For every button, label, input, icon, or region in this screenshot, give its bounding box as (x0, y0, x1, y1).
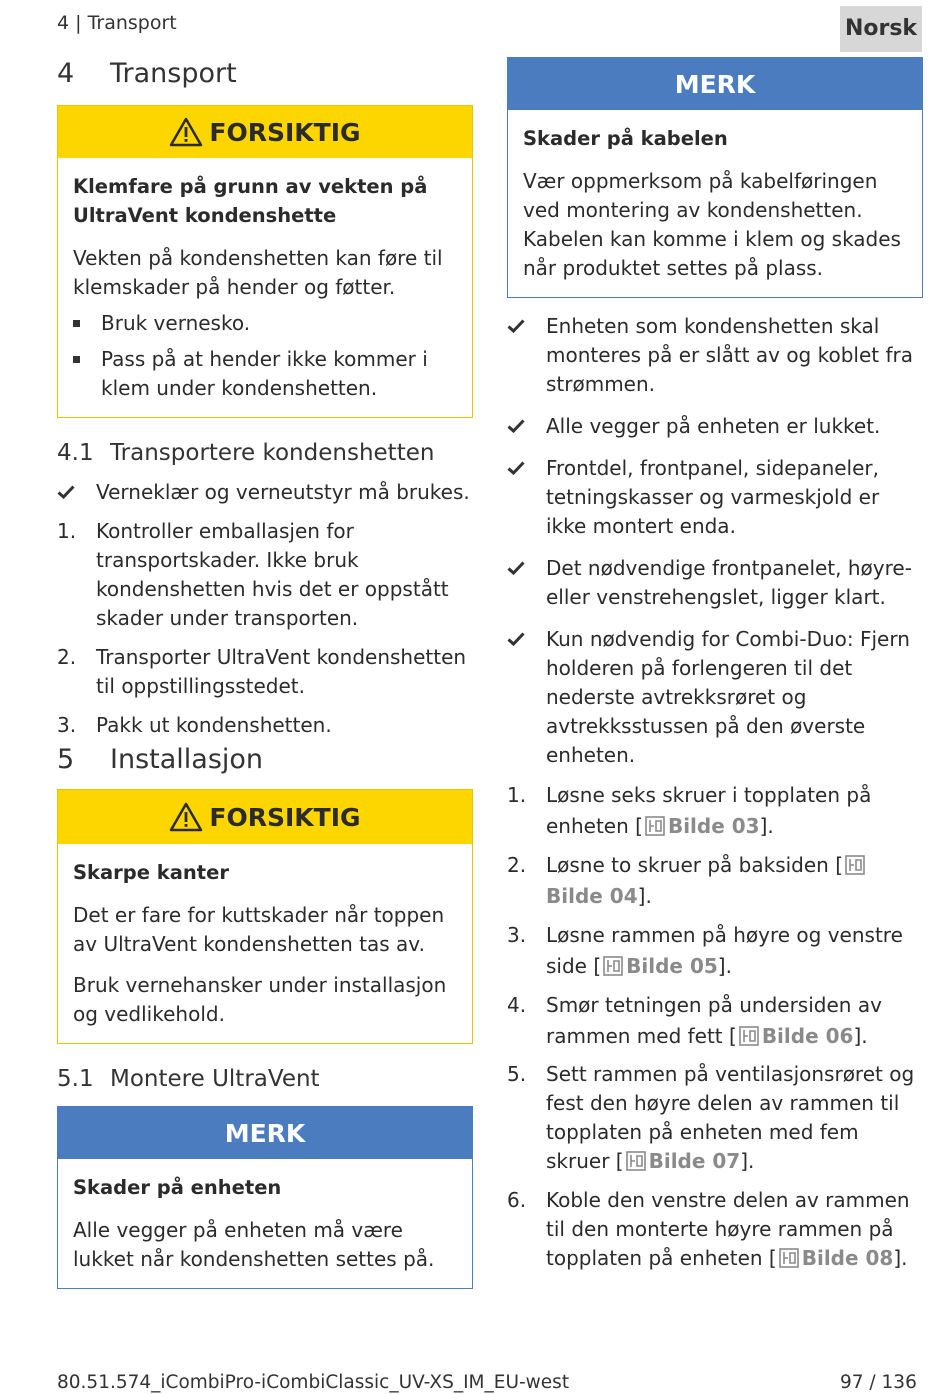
figure-reference-link[interactable]: Bilde 07 (648, 1149, 741, 1173)
heading-4-1 (57, 440, 473, 466)
bullet-text: Bruk vernesko. (101, 311, 251, 335)
heading-number: 4.1 (57, 440, 94, 466)
left-column (57, 56, 473, 1289)
step-text-end: ]. (853, 1024, 868, 1048)
figure-reference-icon (645, 816, 665, 836)
step-text-block (546, 780, 923, 842)
step-text-block (546, 1186, 923, 1273)
note-title: Skader på kabelen (523, 127, 728, 150)
caution-body (58, 158, 472, 417)
step-text: Smør tetningen på undersiden av rammen med fett [ (546, 993, 882, 1048)
heading-number: 5 (57, 744, 75, 775)
step-item (507, 1186, 923, 1273)
note-title: Skader på enheten (73, 1176, 282, 1199)
step-number: 6. (507, 1188, 527, 1212)
step-text: Løsne seks skruer i topplaten på enheten [ (546, 783, 872, 838)
prerequisite-text: Verneklær og verneutstyr må brukes. (96, 480, 470, 504)
figure-reference-link[interactable]: Bilde 05 (626, 954, 718, 978)
step-text-block (546, 850, 923, 912)
page-section-header: 4 | Transport (57, 12, 177, 34)
figure-reference-icon (739, 1026, 759, 1046)
step-item (507, 990, 923, 1052)
heading-5-1 (57, 1066, 473, 1092)
heading-number: 4 (57, 58, 75, 89)
caution-header (58, 790, 472, 844)
figure-reference-link[interactable]: Bilde 08 (801, 1246, 894, 1270)
step-item (507, 920, 923, 982)
checkmark-icon (507, 319, 525, 333)
prerequisite-text: Det nødvendige frontpanelet, høyre- eller venstrehengslet, ligger klart. (546, 556, 912, 609)
note-body (508, 110, 922, 297)
heading-title: Installasjon (110, 744, 264, 775)
bullet-square-icon (73, 309, 101, 338)
heading-number: 5.1 (57, 1066, 94, 1092)
note-header: MERK (508, 58, 922, 110)
note-box-device (57, 1106, 473, 1289)
step-number: 4. (507, 993, 527, 1017)
note-text: Alle vegger på enheten må være lukket når kondenshetten settes på. (73, 1218, 435, 1271)
caution-box-edges (57, 789, 473, 1044)
heading-title: Transport (110, 58, 237, 89)
step-number: 5. (507, 1062, 527, 1086)
caution-title: Klemfare på grunn av vekten på UltraVent kondenshette (73, 175, 428, 227)
figure-reference-icon (603, 956, 623, 976)
caution-label: FORSIKTIG (209, 117, 361, 147)
step-number: 3. (57, 713, 77, 737)
checkmark-icon (507, 419, 525, 433)
step-item (507, 1060, 923, 1176)
heading-title: Transportere kondenshetten (110, 440, 435, 466)
prerequisite-text: Kun nødvendig for Combi-Duo: Fjern holderen på forlengeren til det nederste avtrekksrøret og avtrekksstussen på den øverste enheten. (546, 627, 910, 767)
step-text: Koble den venstre delen av rammen til den monterte høyre rammen på topplaten på enheten [ (546, 1188, 910, 1270)
step-text: Løsne to skruer på baksiden [ (546, 853, 844, 877)
warning-triangle-icon (169, 802, 203, 832)
step-text-end: ]. (893, 1246, 908, 1270)
step-number: 2. (57, 645, 77, 669)
language-tab: Norsk (840, 6, 922, 52)
note-text: Vær oppmerksom på kabelføringen ved montering av kondenshetten. Kabelen kan komme i klem og skades når produktet settes på plass. (523, 169, 901, 280)
heading-5 (57, 744, 473, 775)
step-number: 2. (507, 853, 527, 877)
step-item (507, 780, 923, 842)
bullet-item (73, 309, 457, 338)
warning-triangle-icon (169, 117, 203, 147)
figure-reference-icon (845, 855, 865, 875)
step-item (57, 643, 473, 701)
checkmark-icon (507, 632, 525, 646)
caution-text: Vekten på kondenshetten kan føre til klemskader på hender og føtter. (73, 246, 443, 299)
caution-box-crush (57, 105, 473, 418)
prerequisite-item (57, 478, 473, 507)
note-body (58, 1159, 472, 1288)
step-text: Sett rammen på ventilasjonsrøret og fest den høyre delen av rammen til topplaten på enheten med fem skruer [ (546, 1062, 915, 1173)
caution-text: Bruk vernehansker under installasjon og vedlikehold. (73, 973, 447, 1026)
step-item (57, 711, 473, 740)
checkmark-icon (57, 485, 75, 499)
figure-reference-link[interactable]: Bilde 06 (761, 1024, 854, 1048)
checkmark-icon (507, 561, 525, 575)
figure-reference-link[interactable]: Bilde 04 (546, 884, 638, 908)
caution-label: FORSIKTIG (209, 802, 361, 832)
prerequisite-item (507, 554, 923, 612)
right-column (507, 56, 923, 1273)
figure-reference-link[interactable]: Bilde 03 (667, 814, 760, 838)
step-text: Transporter UltraVent kondenshetten til oppstillingsstedet. (96, 645, 467, 698)
heading-title: Montere UltraVent (110, 1066, 320, 1092)
step-text-block (546, 1060, 923, 1176)
prerequisite-item (507, 454, 923, 541)
step-text-block (546, 920, 923, 982)
step-text-end: ]. (759, 814, 774, 838)
prerequisite-text: Frontdel, frontpanel, sidepaneler, tetningskasser og varmeskjold er ikke montert enda. (546, 456, 880, 538)
step-number: 3. (507, 923, 527, 947)
prerequisite-item (507, 412, 923, 441)
step-item (507, 850, 923, 912)
step-number: 1. (507, 783, 527, 807)
caution-title: Skarpe kanter (73, 861, 229, 884)
caution-header (58, 106, 472, 158)
step-number: 1. (57, 519, 77, 543)
figure-reference-icon (626, 1151, 646, 1171)
note-header: MERK (58, 1107, 472, 1159)
step-item (57, 517, 473, 633)
prerequisite-text: Enheten som kondenshetten skal monteres på er slått av og koblet fra strømmen. (546, 314, 913, 396)
step-text-end: ]. (717, 954, 732, 978)
bullet-item (73, 345, 457, 403)
prerequisite-item (507, 312, 923, 399)
note-box-cable (507, 57, 923, 298)
step-text-end: ]. (740, 1149, 755, 1173)
step-text: Pakk ut kondenshetten. (96, 713, 332, 737)
caution-text: Det er fare for kuttskader når toppen av UltraVent kondenshetten tas av. (73, 903, 445, 956)
bullet-square-icon (73, 345, 101, 403)
figure-reference-icon (779, 1248, 799, 1268)
prerequisite-list (507, 312, 923, 770)
page-number: 97 / 136 (840, 1372, 917, 1393)
document-id: 80.51.574_iCombiPro-iCombiClassic_UV-XS_IM_EU-west (57, 1372, 570, 1393)
step-text: Kontroller emballasjen for transportskader. Ikke bruk kondenshetten hvis det er oppstått skader under transporten. (96, 519, 449, 630)
step-text: Løsne rammen på høyre og venstre side [ (546, 923, 903, 978)
step-list (507, 780, 923, 1273)
prerequisite-text: Alle vegger på enheten er lukket. (546, 414, 881, 438)
checkmark-icon (507, 461, 525, 475)
step-text-end: ]. (637, 884, 652, 908)
caution-body (58, 844, 472, 1043)
prerequisite-item (507, 625, 923, 770)
bullet-text: Pass på at hender ikke kommer i klem under kondenshetten. (101, 347, 428, 400)
heading-4 (57, 58, 473, 89)
step-text-block (546, 990, 923, 1052)
